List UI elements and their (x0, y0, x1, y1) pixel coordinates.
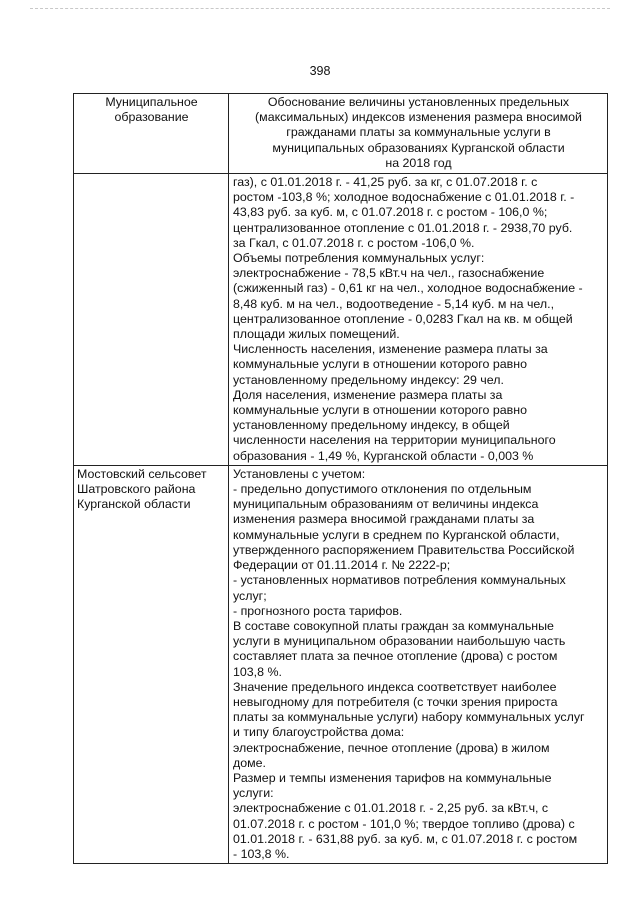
text-line: - установленных нормативов потребления коммунальных (233, 573, 566, 588)
text-line: площади жилых помещений. (233, 327, 400, 342)
text-line: на 2018 год (385, 155, 452, 170)
text-line: невыгодному для потребителя (с точки зрения прироста (233, 694, 558, 709)
text-line: установленному предельному индексу: 29 чел. (233, 372, 504, 387)
text-line: численности населения на территории муниципального (233, 433, 556, 448)
text-line: - 103,8 %. (233, 846, 290, 861)
text-line: Установлены с учетом: (233, 466, 366, 481)
text-line: 01.01.2018 г. - 631,88 руб. за куб. м, с 01.07.2018 г. с ростом (233, 831, 578, 846)
text-line: муниципальным образованиям от величины индекса (233, 497, 539, 512)
text-line: 43,83 руб. за куб. м, с 01.07.2018 г. с ростом - 106,0 %; (233, 205, 548, 220)
text-line: утвержденного распоряжением Правительства Российской (233, 542, 575, 557)
text-line: установленному предельному индексу, в общей (233, 418, 510, 433)
text-line: электроснабжение - 78,5 кВт.ч на чел., газоснабжение (233, 266, 545, 281)
text-line: 01.07.2018 г. с ростом - 101,0 %; твердое топливо (дрова) с (233, 816, 575, 831)
text-line: ростом -103,8 %; холодное водоснабжение с 01.01.2018 г. - (233, 190, 575, 205)
text-line: платы за коммунальные услуги) набору коммунальных услуг (233, 710, 585, 725)
header-justification (229, 94, 608, 174)
text-line: коммунальные услуги в отношении которого равно (233, 357, 527, 372)
text-line: (сжиженный газ) - 0,61 кг на чел., холодное водоснабжение - (233, 281, 583, 296)
text-line: (максимальных) индексов изменения размера вносимой (255, 110, 582, 125)
text-line: услуги в муниципальном образовании наибольшую часть (233, 634, 566, 649)
text-line: коммунальные услуги в среднем по Курганской области, (233, 527, 560, 542)
table-header-row (74, 94, 608, 174)
text-line: Муниципальное (105, 95, 198, 109)
text-line: образования - 1,49 %, Курганской области - 0,003 % (233, 448, 534, 463)
text-line: Численность населения, изменение размера платы за (233, 342, 548, 357)
text-line: образование (114, 110, 189, 125)
text-line: коммунальные услуги в отношении которого равно (233, 403, 527, 418)
text-line: муниципальных образованиях Курганской области (272, 140, 565, 155)
text-line: услуг; (233, 588, 267, 603)
page-number: 398 (309, 64, 331, 78)
text-line: электроснабжение, печное отопление (дрова) в жилом (233, 740, 550, 755)
text-line: 103,8 %. (233, 664, 282, 679)
text-line: изменения размера вносимой гражданами платы за (233, 512, 535, 527)
text-line: за Гкал, с 01.07.2018 г. с ростом -106,0 %. (233, 235, 475, 250)
cell-municipality (74, 174, 229, 466)
text-line: - предельно допустимого отклонения по отдельным (233, 482, 532, 497)
text-line: электроснабжение с 01.01.2018 г. - 2,25 руб. за кВт.ч, с (233, 801, 549, 816)
cell-justification (229, 465, 608, 863)
cell-municipality (74, 465, 229, 863)
text-line: Обоснование величины установленных предельных (267, 95, 570, 109)
scan-artifact-line (30, 8, 610, 10)
text-line: доме. (233, 755, 266, 770)
text-line: Федерации от 01.11.2014 г. № 2222-р; (233, 558, 451, 573)
text-line: - прогнозного роста тарифов. (233, 603, 403, 618)
text-line: Объемы потребления коммунальных услуг: (233, 251, 485, 266)
text-line: составляет плата за печное отопление (дрова) с ростом (233, 649, 558, 664)
text-line: В составе совокупной платы граждан за коммунальные (233, 618, 554, 633)
text-line: Шатровского района (77, 482, 196, 497)
text-line: Курганской области (77, 497, 191, 512)
header-municipality (74, 94, 229, 174)
cell-justification (229, 174, 608, 466)
text-line: централизованное отопление с 01.01.2018 г. - 2938,70 руб. (233, 220, 573, 235)
tariff-justification-table (73, 93, 608, 864)
text-line: газ), с 01.01.2018 г. - 41,25 руб. за кг, с 01.07.2018 г. с (233, 175, 538, 190)
text-line: Мостовский сельсовет (77, 466, 207, 481)
text-line: и типу благоустройства дома: (233, 725, 405, 740)
text-line: Размер и темпы изменения тарифов на коммунальные (233, 770, 552, 785)
text-line: гражданами платы за коммунальные услуги в (286, 125, 551, 140)
table-row (74, 465, 608, 863)
table-row (74, 174, 608, 466)
text-line: услуги: (233, 786, 274, 801)
text-line: 8,48 куб. м на чел., водоотведение - 5,14 куб. м на чел., (233, 296, 555, 311)
text-line: Доля населения, изменение размера платы за (233, 387, 503, 402)
text-line: Значение предельного индекса соответствует наиболее (233, 679, 557, 694)
text-line: централизованное отопление - 0,0283 Гкал на кв. м общей (233, 311, 573, 326)
